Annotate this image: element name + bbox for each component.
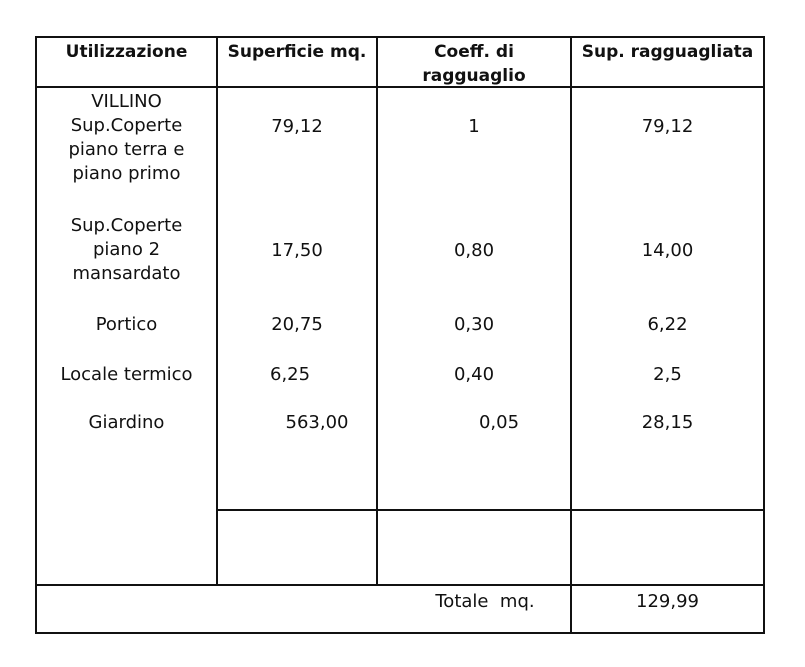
header-coefficiente: Coeff. di ragguaglio — [422, 42, 526, 86]
total-divider — [35, 584, 765, 586]
row-surface: 6,25 — [270, 364, 311, 385]
row-coeff: 0,30 — [453, 314, 495, 335]
row-surface: 79,12 — [271, 116, 323, 137]
total-value: 129,99 — [636, 591, 699, 612]
total-label: Totale mq. — [435, 591, 535, 612]
row-use: Portico — [95, 314, 158, 335]
row-coeff: 0,80 — [453, 240, 495, 261]
row-adjusted: 14,00 — [641, 240, 694, 261]
row-surface: 563,00 — [285, 412, 349, 433]
header-superficie: Superficie mq. — [227, 42, 367, 62]
row-divider — [216, 509, 765, 511]
row-adjusted: 79,12 — [641, 116, 694, 137]
header-sup-ragguagliata: Sup. ragguagliata — [581, 42, 754, 62]
row-surface: 20,75 — [271, 314, 323, 335]
row-adjusted: 28,15 — [641, 412, 694, 433]
row-use: Locale termico — [60, 364, 193, 385]
row-use: Giardino — [88, 412, 165, 433]
row-use: Sup.Coperte piano 2 mansardato — [70, 215, 183, 284]
row-use: VILLINO Sup.Coperte piano terra e piano primo — [68, 91, 185, 184]
row-adjusted: 6,22 — [647, 314, 688, 335]
row-adjusted: 2,5 — [653, 364, 682, 385]
header-utilizzazione: Utilizzazione — [65, 42, 188, 62]
row-surface: 17,50 — [271, 240, 323, 261]
row-coeff: 0,05 — [478, 412, 520, 433]
row-coeff: 1 — [468, 116, 480, 137]
row-coeff: 0,40 — [453, 364, 495, 385]
